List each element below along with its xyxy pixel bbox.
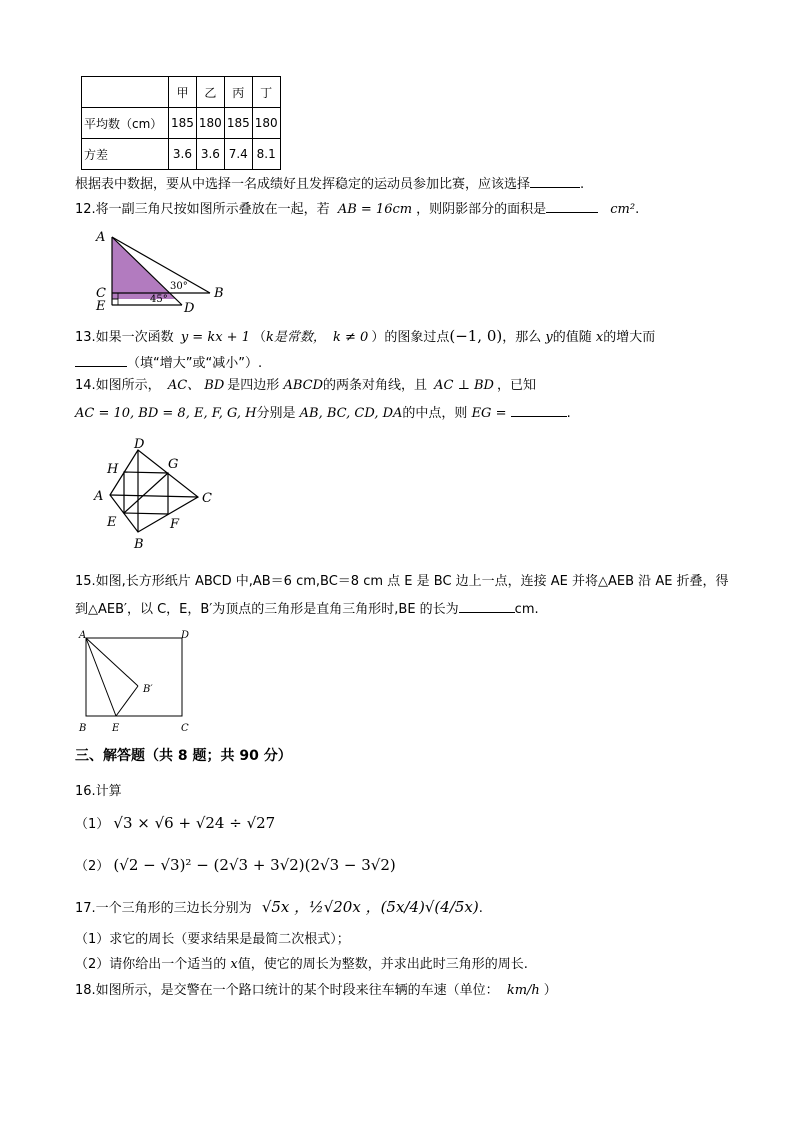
q17-line1 xyxy=(75,898,483,918)
q14-perp: AC ⊥ BD xyxy=(434,378,494,393)
label-h: H xyxy=(107,462,119,477)
q12-end: . xyxy=(635,202,640,217)
answer-blank[interactable] xyxy=(546,198,598,213)
stats-table xyxy=(81,76,281,170)
q12-unit: cm² xyxy=(610,202,636,217)
q13-prefix: 13.如果一次函数 xyxy=(75,330,174,345)
q14-c: 是四边形 xyxy=(227,378,280,393)
q17-x: x xyxy=(230,957,238,972)
table-row-label: 方差 xyxy=(82,139,169,170)
q16-p2-label: （2） xyxy=(75,859,110,874)
q12-formula: AB = 16cm xyxy=(337,202,413,217)
answer-blank[interactable] xyxy=(530,173,580,188)
q13-y: y xyxy=(545,330,553,345)
q14-b: 分别是 xyxy=(256,406,296,421)
label-d: D xyxy=(184,301,195,316)
q13-c1: （ xyxy=(252,330,266,345)
q13-c2: k是常数， xyxy=(265,330,326,345)
q13-c6: ，那么 xyxy=(502,330,542,345)
label-g: G xyxy=(168,457,179,472)
table-header-cell xyxy=(82,77,169,108)
q18-unit: km/h xyxy=(506,983,540,998)
q14-quad: ABCD xyxy=(283,378,323,393)
q18-prefix: 18.如图所示，是交警在一个路口统计的某个时段来往车辆的车速（单位： xyxy=(75,983,499,998)
q16-p2-expr: (√2 − √3)² − (2√3 + 3√2)(2√3 − 3√2) xyxy=(113,856,396,874)
label-d: D xyxy=(134,437,145,452)
label-e: E xyxy=(112,723,120,734)
q16-p1-expr: √3 × √6 + √24 ÷ √27 xyxy=(113,814,276,832)
label-a: A xyxy=(96,230,106,245)
q14-quadrilateral-figure xyxy=(90,437,220,555)
label-c: C xyxy=(181,723,189,734)
q13-point: (−1, 0) xyxy=(449,327,503,345)
q15-text2: 到△AEB′，以 C，E，B′为顶点的三角形是直角三角形时,BE 的长为 xyxy=(75,602,459,617)
label-d: D xyxy=(181,630,190,641)
table-header-row xyxy=(82,77,281,108)
answer-blank[interactable] xyxy=(459,598,515,613)
q17-part2 xyxy=(75,956,528,974)
table-header-cell: 甲 xyxy=(169,77,197,108)
label-c: C xyxy=(96,286,106,301)
q13-x: x xyxy=(595,330,604,345)
table-row xyxy=(82,139,281,170)
table-cell: 180 xyxy=(196,108,224,139)
q13-line2 xyxy=(75,352,262,373)
table-header-cell: 丙 xyxy=(224,77,252,108)
label-a: A xyxy=(94,489,104,504)
table-cell: 185 xyxy=(224,108,252,139)
q15-unit: cm. xyxy=(514,602,539,617)
table-cell: 185 xyxy=(169,108,197,139)
q14-line1 xyxy=(75,377,536,395)
table-row-label: 平均数（cm） xyxy=(82,108,169,139)
q18-text xyxy=(75,982,557,1000)
q17-title: 17.一个三角形的三边长分别为 xyxy=(75,901,252,916)
q17-end: . xyxy=(478,901,483,916)
q13-c10: 的增大而 xyxy=(603,330,656,345)
q14-eg: EG = xyxy=(471,406,507,421)
q14-diagonals: AC、 BD xyxy=(167,378,225,393)
q18-end: ） xyxy=(543,983,557,998)
q17-expr: √5x ，½√20x ，(5x/4)√(4/5x) xyxy=(261,898,479,916)
q13-function: y = kx + 1 xyxy=(180,330,250,345)
q14-sides: AB, BC, CD, DA xyxy=(299,406,403,421)
q15-text: 15.如图,长方形纸片 ABCD 中,AB＝6 cm,BC＝8 cm 点 E 是 BC 边上一点，连接 AE 并将△AEB 沿 AE 折叠，得 xyxy=(75,574,729,589)
q16-p1-label: （1） xyxy=(75,817,110,832)
q14-line2 xyxy=(75,402,571,423)
answer-blank[interactable] xyxy=(75,352,127,367)
table-cell: 7.4 xyxy=(224,139,252,170)
q17-part1: （1）求它的周长（要求结果是最简二次根式）； xyxy=(75,932,350,947)
table-header-cell: 丁 xyxy=(252,77,280,108)
q14-g: ，已知 xyxy=(496,378,536,393)
q17-p2a: （2）请你给出一个适当的 xyxy=(75,957,227,972)
q14-prefix: 14.如图所示， xyxy=(75,378,161,393)
q12-prefix: 12.将一副三角尺按如图所示叠放在一起，若 xyxy=(75,202,330,217)
q16-title: 16.计算 xyxy=(75,784,122,799)
q13-line1 xyxy=(75,327,655,347)
label-f: F xyxy=(170,517,180,532)
q15-line1 xyxy=(75,573,729,591)
table-cell: 3.6 xyxy=(196,139,224,170)
table-cell: 3.6 xyxy=(169,139,197,170)
q16-part2 xyxy=(75,856,396,876)
section-heading: 三、解答题（共 8 题；共 90 分） xyxy=(75,748,292,764)
q14-given: AC = 10, BD = 8, E, F, G, H xyxy=(75,406,257,421)
q14-end: . xyxy=(566,406,571,421)
q11-text: 根据表中数据，要从中选择一名成绩好且发挥稳定的运动员参加比赛，应该选择 . xyxy=(75,173,584,194)
table-row xyxy=(82,108,281,139)
label-e: E xyxy=(96,299,106,314)
q13-c8: 的值随 xyxy=(552,330,592,345)
q12-text xyxy=(75,198,639,219)
table-cell: 8.1 xyxy=(252,139,280,170)
q15-line2 xyxy=(75,598,539,619)
q15-rectangle-figure xyxy=(76,628,201,738)
label-a: A xyxy=(79,630,87,641)
label-b-prime: B′ xyxy=(143,684,153,695)
label-c: C xyxy=(202,491,212,506)
label-b: B xyxy=(214,286,224,301)
answer-blank[interactable] xyxy=(511,402,567,417)
q14-e: 的两条对角线，且 xyxy=(323,378,428,393)
q13-c3: k ≠ 0 xyxy=(333,330,369,345)
q13-hint: （填“增大”或“减小”）. xyxy=(127,356,263,371)
q12-triangle-figure xyxy=(90,225,230,315)
q11-tail: 根据表中数据，要从中选择一名成绩好且发挥稳定的运动员参加比赛，应该选择 xyxy=(75,177,531,192)
label-e: E xyxy=(107,515,117,530)
table-header-cell: 乙 xyxy=(196,77,224,108)
table-cell: 180 xyxy=(252,108,280,139)
q16-part1 xyxy=(75,814,275,834)
q14-d: 的中点，则 xyxy=(402,406,468,421)
label-b: B xyxy=(134,537,144,552)
q12-mid: ，则阴影部分的面积是 xyxy=(416,202,547,217)
q13-c4: ）的图象过点 xyxy=(371,330,450,345)
label-b: B xyxy=(79,723,87,734)
q17-p2c: 值，使它的周长为整数，并求出此时三角形的周长. xyxy=(237,957,528,972)
label-30: 30° xyxy=(170,281,188,292)
label-45: 45° xyxy=(150,294,168,305)
